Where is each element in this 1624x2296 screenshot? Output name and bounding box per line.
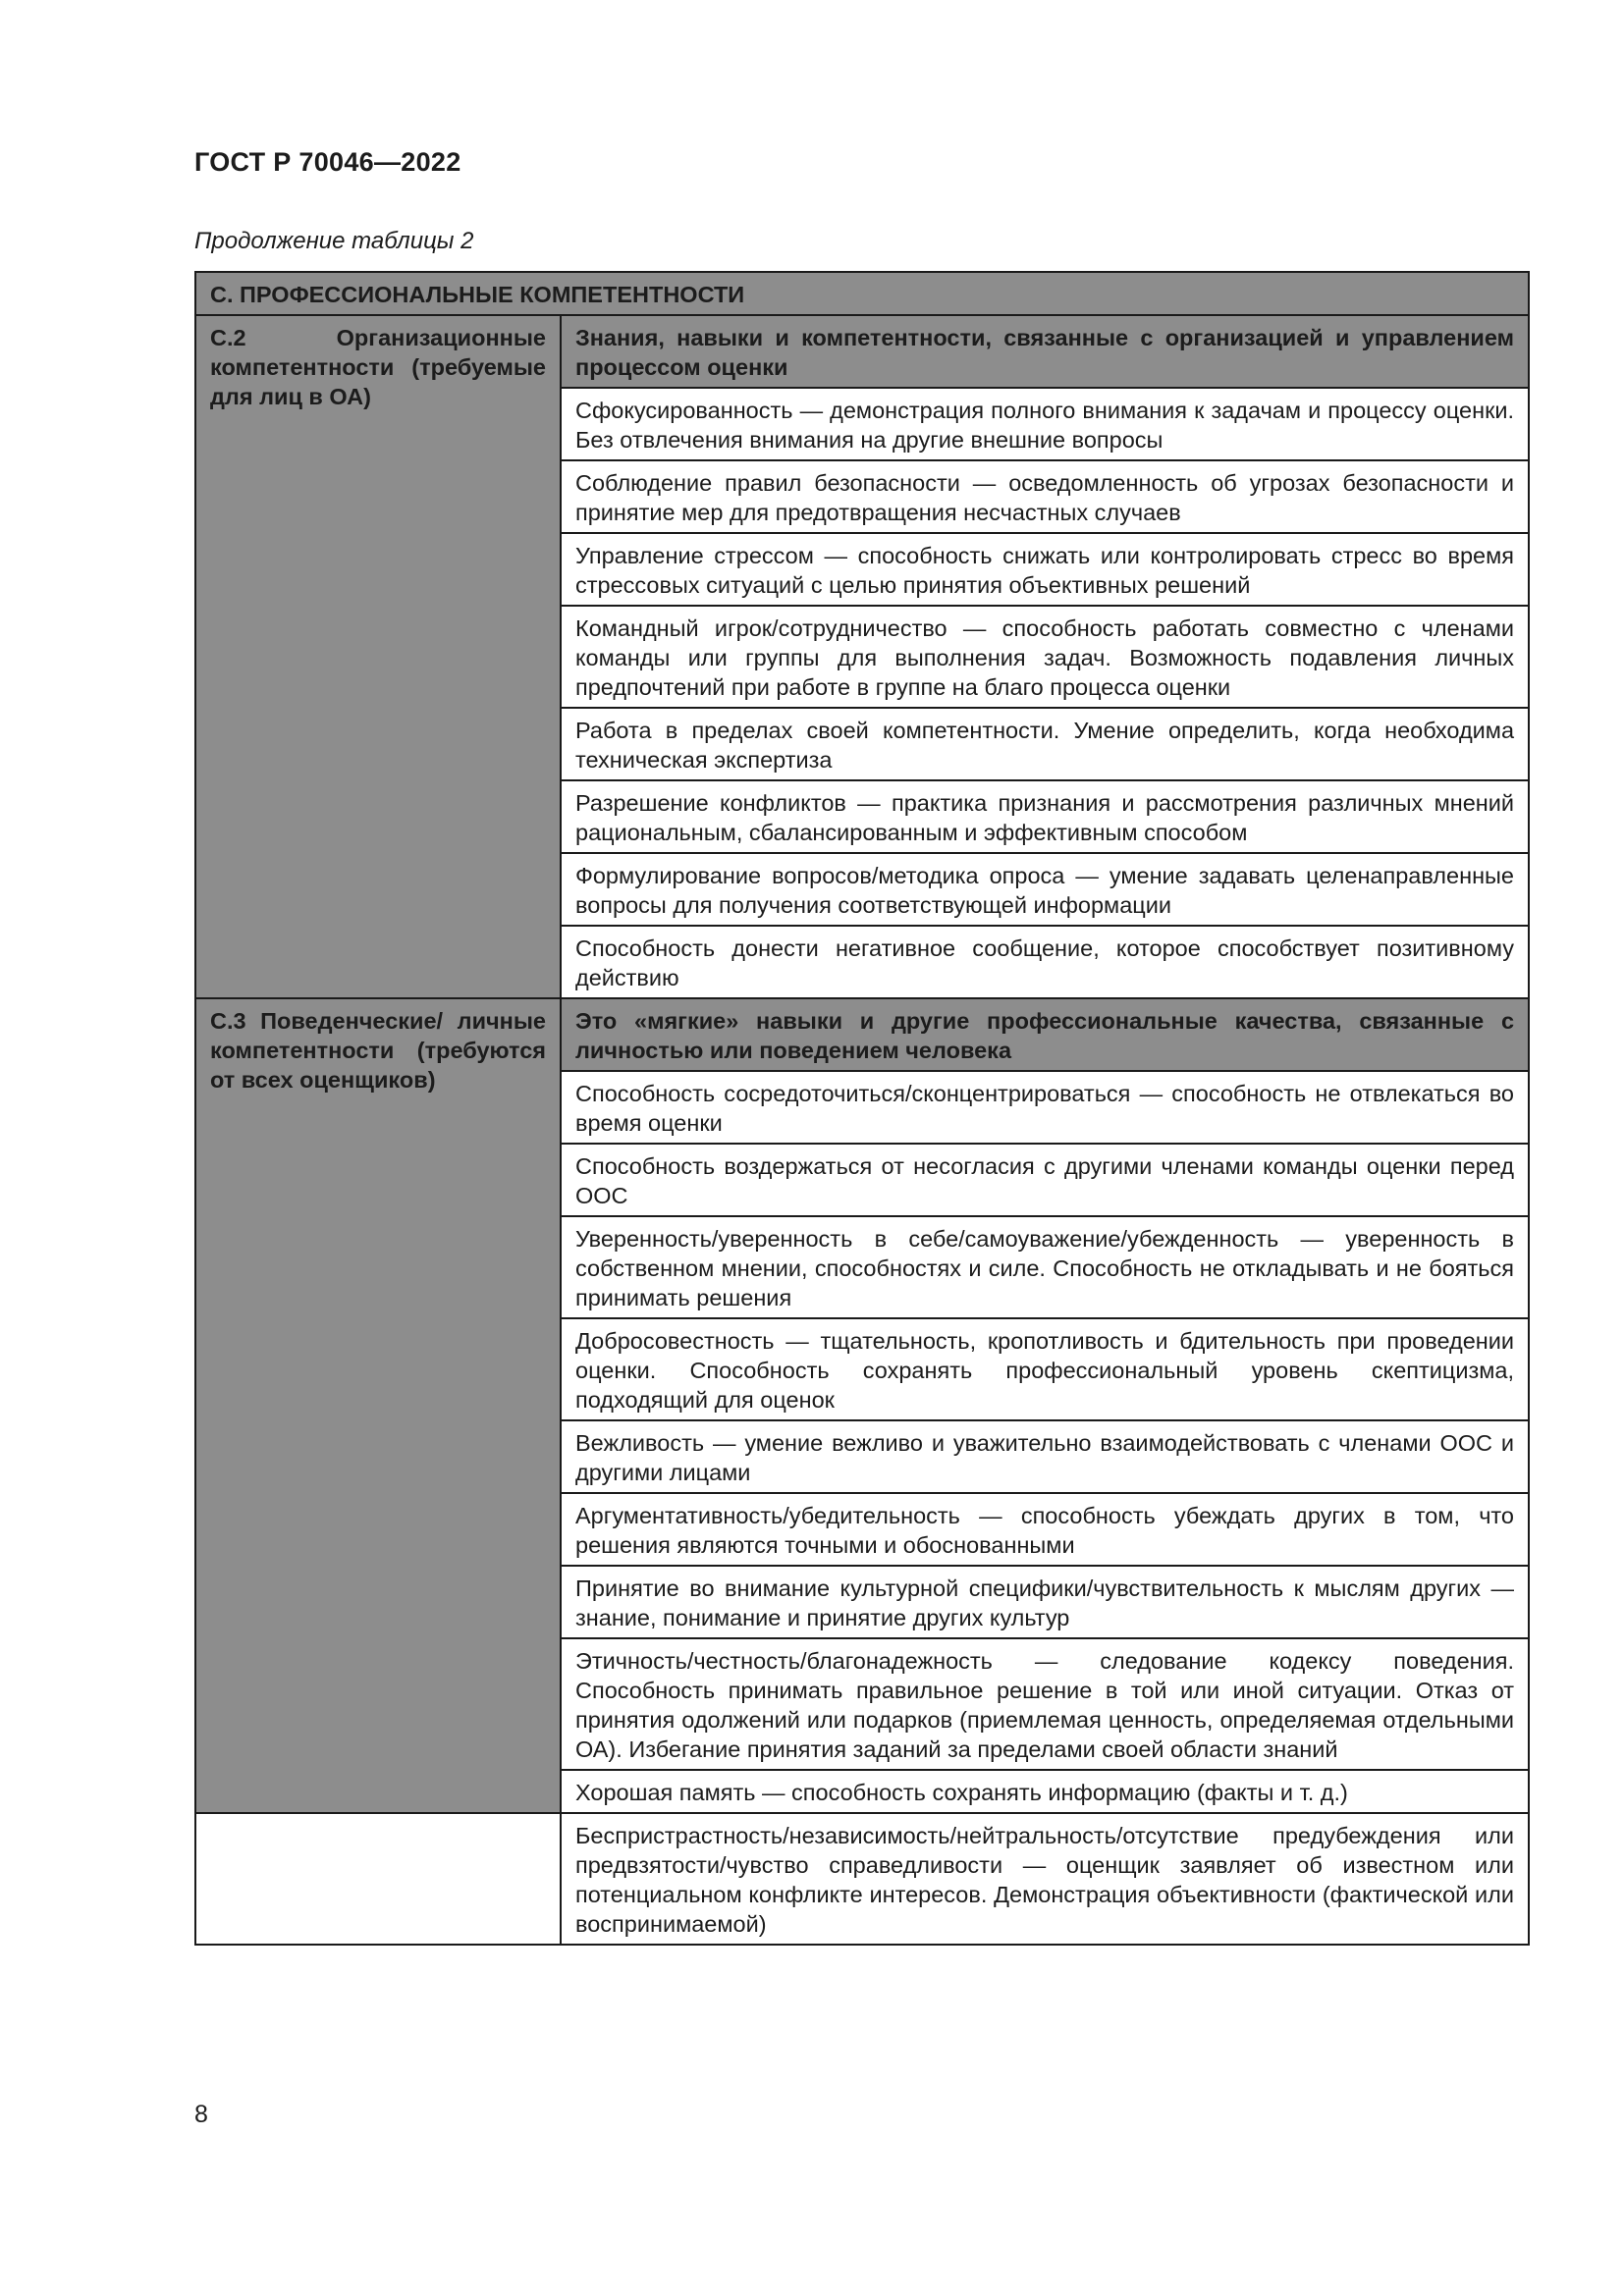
competency-item: Вежливость — умение вежливо и уважительно взаимодействовать с членами ООС и другими лицами bbox=[561, 1420, 1529, 1493]
page-number: 8 bbox=[194, 2101, 208, 2128]
competency-item: Управление стрессом — способность снижать или контролировать стресс во время стрессовых ситуаций с целью принятия объективных решений bbox=[561, 533, 1529, 606]
group-subheader: Знания, навыки и компетентности, связанные с организацией и управлением процессом оценки bbox=[561, 315, 1529, 388]
group-label-c3: С.3 Поведенческие/ личные компетентности (требуются от всех оценщиков) bbox=[195, 998, 561, 1813]
document-code: ГОСТ Р 70046—2022 bbox=[194, 147, 461, 177]
competency-item: Командный игрок/сотрудничество — способность работать совместно с членами команды или группы для выполнения задач. Возможность подавления личных предпочтений при работе в группе на благо процесса оценки bbox=[561, 606, 1529, 708]
competency-item: Уверенность/уверенность в себе/самоуважение/убежденность — уверенность в собственном мнении, способностях и силе. Способность не откладывать и не бояться принимать решения bbox=[561, 1216, 1529, 1318]
competencies-table bbox=[194, 271, 1530, 1946]
competency-item: Добросовестность — тщательность, кропотливость и бдительность при проведении оценки. Способность сохранять профессиональный уровень скептицизма, подходящий для оценок bbox=[561, 1318, 1529, 1420]
competency-item: Принятие во внимание культурной специфики/чувствительность к мыслям других — знание, понимание и принятие других культур bbox=[561, 1566, 1529, 1638]
table-row bbox=[195, 315, 1529, 388]
competency-item: Способность донести негативное сообщение, которое способствует позитивному действию bbox=[561, 926, 1529, 998]
competency-item: Разрешение конфликтов — практика признания и рассмотрения различных мнений рациональным, сбалансированным и эффективным способом bbox=[561, 780, 1529, 853]
competency-item: Формулирование вопросов/методика опроса — умение задавать целенаправленные вопросы для получения соответствующей информации bbox=[561, 853, 1529, 926]
group-subheader: Это «мягкие» навыки и другие профессиональные качества, связанные с личностью или поведением человека bbox=[561, 998, 1529, 1071]
competency-item: Способность сосредоточиться/сконцентрироваться — способность не отвлекаться во время оценки bbox=[561, 1071, 1529, 1144]
competency-item: Этичность/честность/благонадежность — следование кодексу поведения. Способность принимать правильное решение в той или иной ситуации. Отказ от принятия одолжений или подарков (приемлемая ценность, определяемая отдельными ОА). Избегание принятия заданий за пределами своей области знаний bbox=[561, 1638, 1529, 1770]
competency-item: Хорошая память — способность сохранять информацию (факты и т. д.) bbox=[561, 1770, 1529, 1813]
competency-item: Работа в пределах своей компетентности. Умение определить, когда необходима техническая экспертиза bbox=[561, 708, 1529, 780]
table-row bbox=[195, 998, 1529, 1071]
table-row bbox=[195, 1813, 1529, 1945]
section-header-row bbox=[195, 272, 1529, 315]
group-label-blank bbox=[195, 1813, 561, 1945]
competency-item: Аргументативность/убедительность — способность убеждать других в том, что решения являются точными и обоснованными bbox=[561, 1493, 1529, 1566]
competency-item: Способность воздержаться от несогласия с другими членами команды оценки перед ООС bbox=[561, 1144, 1529, 1216]
competency-item: Соблюдение правил безопасности — осведомленность об угрозах безопасности и принятие мер для предотвращения несчастных случаев bbox=[561, 460, 1529, 533]
section-title: С. ПРОФЕССИОНАЛЬНЫЕ КОМПЕТЕНТНОСТИ bbox=[195, 272, 1529, 315]
table-continuation-caption: Продолжение таблицы 2 bbox=[194, 228, 474, 254]
competency-item: Сфокусированность — демонстрация полного внимания к задачам и процессу оценки. Без отвлечения внимания на другие внешние вопросы bbox=[561, 388, 1529, 460]
competency-item: Беспристрастность/независимость/нейтральность/отсутствие предубеждения или предвзятости/чувство справедливости — оценщик заявляет об известном или потенциальном конфликте интересов. Демонстрация объективности (фактической или воспринимаемой) bbox=[561, 1813, 1529, 1945]
group-label-c2: С.2 Организационные компетентности (требуемые для лиц в ОА) bbox=[195, 315, 561, 998]
